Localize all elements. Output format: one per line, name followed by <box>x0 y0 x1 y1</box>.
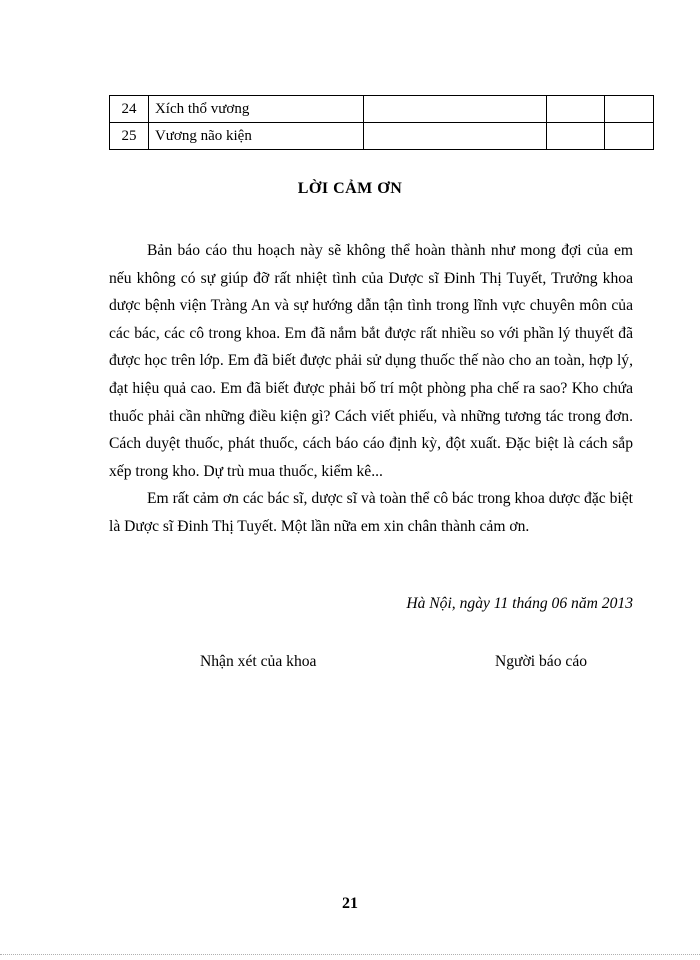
reporter-label: Người báo cáo <box>495 653 588 670</box>
paragraph: Em rất cảm ơn các bác sĩ, dược sĩ và toàn thể cô bác trong khoa dược đặc biệt là Dược sĩ Đinh Thị Tuyết. Một lần nữa em xin chân thành cảm ơn. <box>109 490 633 535</box>
table-row <box>110 96 654 123</box>
page-bottom-divider <box>0 954 700 955</box>
table-cell <box>363 96 547 123</box>
date-line: Hà Nội, ngày 11 tháng 06 năm 2013 <box>406 595 633 612</box>
acknowledgement-body <box>109 237 633 541</box>
table-cell <box>605 123 654 150</box>
table-cell <box>547 96 605 123</box>
table-cell <box>363 123 547 150</box>
drug-list-table <box>109 95 654 150</box>
drug-name-cell: Vương não kiện <box>148 123 363 150</box>
row-number: 24 <box>110 96 149 123</box>
row-number: 25 <box>110 123 149 150</box>
section-title: LỜI CẢM ƠN <box>297 180 403 197</box>
table-cell <box>547 123 605 150</box>
table-row <box>110 123 654 150</box>
table-cell <box>605 96 654 123</box>
paragraph: Bản báo cáo thu hoạch này sẽ không thể hoàn thành như mong đợi của em nếu không có sự giúp đỡ rất nhiệt tình của Dược sĩ Đinh Thị Tuyết, Trưởng khoa dược bệnh viện Tràng An và sự hướng dẫn tận tình trong lĩnh vực chuyên môn của các bác, các cô trong khoa. Em đã nắm bắt được rất nhiều so với phần lý thuyết đã được học trên lớp. Em đã biết được phải sử dụng thuốc thế nào cho an toàn, hợp lý, đạt hiệu quả cao. Em đã biết được phải bố trí một phòng pha chế ra sao? Kho chứa thuốc phải cần những điều kiện gì? Cách viết phiếu, và những tương tác trong đơn. Cách duyệt thuốc, phát thuốc, cách báo cáo định kỳ, đột xuất. Đặc biệt là cách sắp xếp trong kho. Dự trù mua thuốc, kiểm kê... <box>109 242 633 480</box>
drug-name-cell: Xích thổ vương <box>148 96 363 123</box>
department-comment-label: Nhận xét của khoa <box>200 653 317 670</box>
page-number: 21 <box>342 895 358 912</box>
